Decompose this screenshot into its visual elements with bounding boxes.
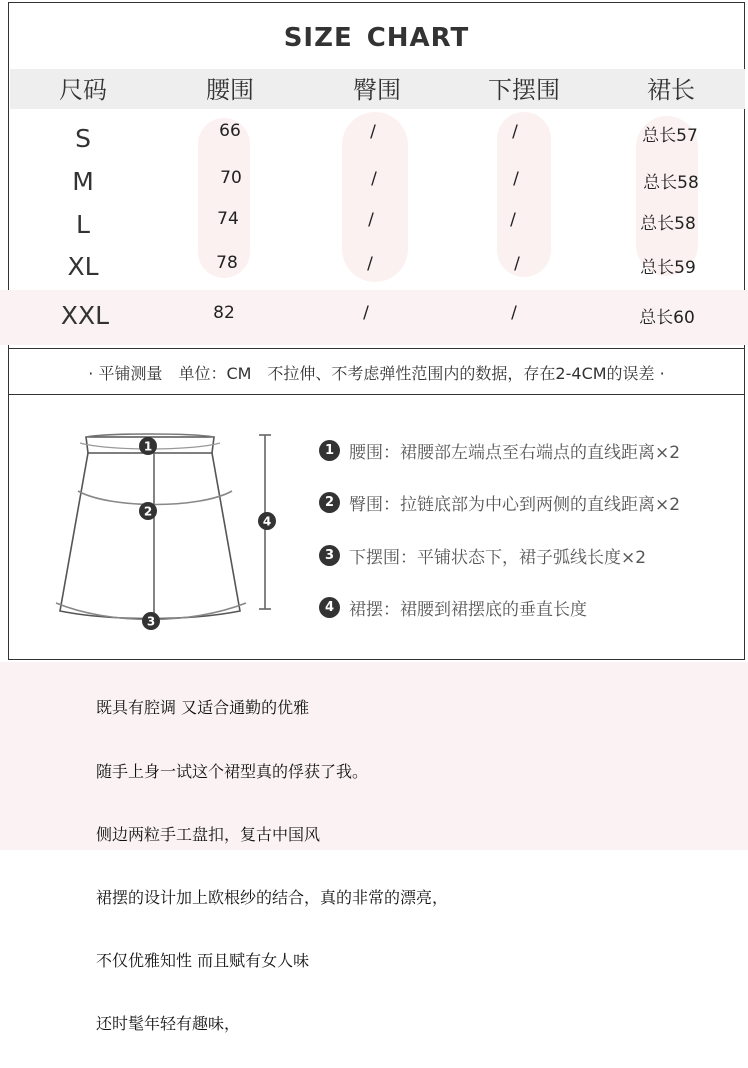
title-word-chart: CHART	[366, 23, 470, 53]
legend-item-length	[319, 595, 587, 620]
table-row-hem: /	[514, 254, 520, 274]
legend-text: 腰围：裙腰部左端点至右端点的直线距离×2	[349, 443, 681, 463]
svg-text:2: 2	[143, 504, 153, 519]
chart-title	[9, 23, 744, 53]
diagram-marker-3-icon	[142, 612, 160, 630]
number-4-icon: 4	[319, 597, 340, 618]
table-row-length: 总长60	[639, 308, 695, 328]
legend-text: 臀围：拉链底部为中心到两侧的直线距离×2	[349, 495, 681, 515]
header-hip: 臀围	[353, 76, 401, 104]
legend-text: 裙摆：裙腰到裙摆底的垂直长度	[349, 600, 587, 620]
table-row-size: L	[76, 210, 90, 239]
header-hem: 下摆围	[488, 76, 560, 104]
table-row-length: 总长57	[642, 126, 698, 146]
table-row-hip: /	[370, 122, 376, 142]
description-line: 还时髦年轻有趣味，	[96, 1014, 241, 1033]
table-row-hip: /	[371, 169, 377, 189]
table-row-length: 总长58	[643, 173, 699, 193]
diagram-marker-4-icon	[258, 512, 276, 530]
table-row-hip: /	[367, 254, 373, 274]
skirt-measurement-diagram	[50, 425, 290, 635]
table-row-hip: /	[368, 210, 374, 230]
table-row-waist: 70	[220, 168, 242, 188]
table-row-hip: /	[363, 303, 369, 323]
header-size: 尺码	[59, 76, 107, 104]
description-line: 既具有腔调 又适合通勤的优雅	[96, 698, 310, 717]
svg-text:1: 1	[143, 439, 153, 454]
table-row-hem: /	[512, 122, 518, 142]
xxl-highlight-band	[0, 290, 748, 345]
number-1-icon: 1	[319, 440, 340, 461]
measurement-note: · 平铺测量 单位：CM 不拉伸、不考虑弹性范围内的数据，存在2-4CM的误差 ·	[88, 364, 665, 383]
divider-line	[8, 348, 745, 349]
diagram-marker-1-icon	[139, 437, 157, 455]
table-row-hem: /	[510, 210, 516, 230]
number-3-icon: 3	[319, 545, 340, 566]
header-length: 裙长	[647, 76, 695, 104]
table-row-waist: 82	[213, 303, 235, 323]
table-row-size: M	[72, 167, 94, 196]
description-line: 侧边两粒手工盘扣，复古中国风	[96, 825, 321, 844]
divider-line	[8, 394, 745, 395]
description-line: 不仅优雅知性 而且赋有女人味	[96, 951, 310, 970]
legend-item-hem	[319, 543, 646, 568]
table-row-hem: /	[511, 303, 517, 323]
svg-text:3: 3	[146, 614, 156, 629]
diagram-marker-2-icon	[139, 502, 157, 520]
legend-text: 下摆围：平铺状态下，裙子弧线长度×2	[349, 548, 647, 568]
svg-text:4: 4	[262, 514, 272, 529]
table-row-waist: 74	[217, 209, 239, 229]
table-row-hem: /	[513, 169, 519, 189]
table-row-length: 总长59	[640, 258, 696, 278]
title-word-size: SIZE	[283, 23, 353, 53]
legend-item-hip	[319, 490, 680, 515]
description-line: 裙摆的设计加上欧根纱的结合，真的非常的漂亮，	[96, 888, 449, 907]
table-row-size: S	[75, 124, 91, 153]
table-row-waist: 78	[216, 253, 238, 273]
table-row-size: XL	[67, 252, 99, 281]
description-line: 随手上身一试这个裙型真的俘获了我。	[96, 762, 369, 781]
table-row-size: XXL	[60, 301, 110, 330]
number-2-icon: 2	[319, 492, 340, 513]
header-waist: 腰围	[206, 76, 254, 104]
table-row-length: 总长58	[640, 214, 696, 234]
smear-hem	[497, 112, 551, 277]
table-row-waist: 66	[219, 121, 241, 141]
legend-item-waist	[319, 438, 680, 463]
